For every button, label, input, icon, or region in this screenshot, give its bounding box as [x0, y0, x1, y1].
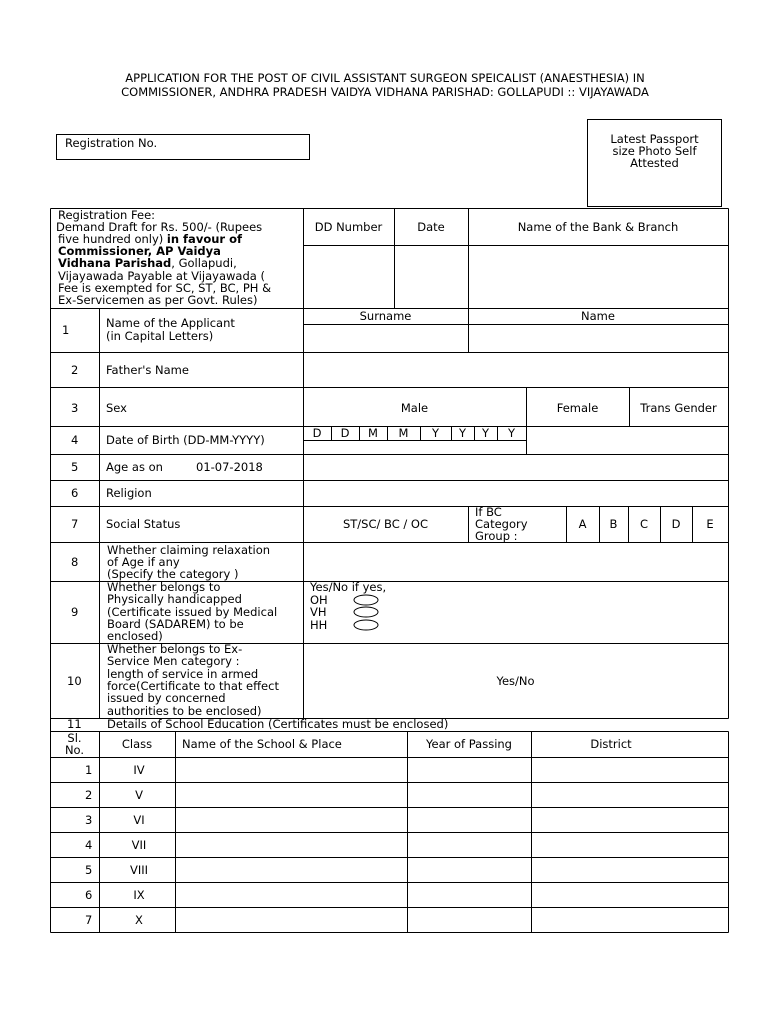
row5-label: Age as on	[106, 460, 163, 474]
fee-in-favour: in favour of	[166, 232, 242, 246]
row8-label-3: (Specify the category )	[107, 567, 239, 581]
row2-label: Father's Name	[106, 363, 189, 377]
photo-label-2: size Photo Self	[612, 144, 697, 158]
name-header: Name	[581, 309, 615, 323]
school-district-header: District	[590, 737, 632, 751]
row4-no: 4	[71, 433, 79, 447]
school-row-3-class: VI	[133, 813, 145, 827]
dob-cell-5: Y	[431, 426, 440, 440]
date-header: Date	[417, 220, 445, 234]
row10-label-5: issued by concerned	[107, 691, 226, 705]
ph-vh: VH	[310, 605, 327, 619]
row10-label-6: authorities to be enclosed)	[107, 704, 262, 718]
school-row-4-class: VII	[131, 838, 147, 852]
dob-cell-6: Y	[458, 426, 467, 440]
fee-line-4: Commissioner, AP Vaidya	[58, 244, 221, 258]
school-row-1-no: 1	[85, 763, 93, 777]
sex-male: Male	[400, 401, 429, 415]
dob-cell-8: Y	[507, 426, 516, 440]
fee-line-3: five hundred only)	[58, 232, 167, 246]
school-sl-header-2: No.	[64, 743, 85, 757]
bc-group-d: D	[671, 517, 681, 531]
surname-header: Surname	[359, 309, 412, 323]
fee-line-5: Vidhana Parishad	[58, 256, 172, 270]
fee-line-1: Registration Fee:	[58, 208, 156, 222]
school-row-4-no: 4	[85, 838, 93, 852]
bc-label-3: Group :	[475, 529, 518, 543]
social-status-options: ST/SC/ BC / OC	[342, 517, 429, 531]
row10-label-1: Whether belongs to Ex-	[107, 642, 243, 656]
sex-female: Female	[556, 401, 599, 415]
row1-label-1: Name of the Applicant	[106, 316, 235, 330]
row2-no: 2	[71, 363, 79, 377]
school-name-header: Name of the School & Place	[182, 737, 342, 751]
row7-no: 7	[71, 517, 79, 531]
row6-no: 6	[71, 486, 79, 500]
row4-label: Date of Birth (DD-MM-YYYY)	[106, 433, 265, 447]
school-row-3-no: 3	[85, 813, 93, 827]
fee-line-6: Vijayawada Payable at Vijayawada (	[58, 269, 265, 283]
row6-label: Religion	[106, 486, 152, 500]
row3-label: Sex	[106, 401, 127, 415]
row11-label: Details of School Education (Certificates must be enclosed)	[107, 717, 449, 731]
bc-label-1: If BC	[475, 505, 502, 519]
dob-cell-3: M	[368, 426, 378, 440]
row10-yesno: Yes/No	[496, 674, 535, 688]
row8-label-2: of Age if any	[107, 555, 180, 569]
dob-cell-1: D	[312, 426, 322, 440]
ph-hh: HH	[310, 618, 328, 632]
oh-oval	[354, 595, 378, 605]
row1-label-2: (in Capital Letters)	[106, 329, 214, 343]
hh-oval	[354, 620, 378, 630]
row5-no: 5	[71, 460, 79, 474]
row10-label-3: length of service in armed	[107, 667, 259, 681]
bc-group-a: A	[578, 517, 587, 531]
row10-label-4: force(Certificate to that effect	[107, 679, 279, 693]
row9-label-4: Board (SADAREM) to be	[107, 617, 244, 631]
sex-trans-gender: Trans Gender	[640, 401, 717, 415]
school-row-6-class: IX	[133, 888, 145, 902]
dob-cell-4: M	[398, 426, 409, 440]
row10-label-2: Service Men category :	[107, 654, 240, 668]
row8-label-1: Whether claiming relaxation	[107, 543, 271, 557]
row9-label-2: Physically handicapped	[107, 592, 242, 606]
dd-number-header: DD Number	[314, 220, 383, 234]
school-row-1-class: IV	[133, 763, 145, 777]
row9-label-3: (Certificate issued by Medical	[107, 605, 278, 619]
bc-group-e: E	[706, 517, 714, 531]
row7-label: Social Status	[106, 517, 181, 531]
registration-no-label: Registration No.	[65, 136, 158, 150]
row3-no: 3	[71, 401, 79, 415]
form-title-line-1: APPLICATION FOR THE POST OF CIVIL ASSISTANT SURGEON SPEICALIST (ANAESTHESIA) IN	[125, 71, 645, 85]
school-row-7-no: 7	[85, 913, 93, 927]
row1-no: 1	[62, 323, 70, 337]
school-row-7-class: X	[135, 913, 143, 927]
fee-line-8: Ex-Servicemen as per Govt. Rules)	[58, 293, 258, 307]
school-sl-header-1: Sl.	[67, 731, 82, 745]
row9-label-5: enclosed)	[107, 629, 163, 643]
photo-label-3: Attested	[630, 156, 679, 170]
school-class-header: Class	[121, 737, 153, 751]
school-row-5-class: VIII	[129, 863, 149, 877]
fee-line-2: Demand Draft for Rs. 500/- (Rupees	[56, 220, 263, 234]
bank-header: Name of the Bank & Branch	[517, 220, 679, 234]
row8-no: 8	[71, 555, 79, 569]
school-row-2-no: 2	[85, 788, 93, 802]
row11-no: 11	[67, 717, 82, 731]
bc-group-b: B	[609, 517, 618, 531]
photo-label-1: Latest Passport	[610, 132, 699, 146]
school-row-6-no: 6	[85, 888, 93, 902]
school-year-header: Year of Passing	[426, 737, 512, 751]
row9-no: 9	[71, 605, 79, 619]
dob-cell-7: Y	[481, 426, 490, 440]
bc-group-c: C	[639, 517, 649, 531]
form-title-line-2: COMMISSIONER, ANDHRA PRADESH VAIDYA VIDHANA PARISHAD: GOLLAPUDI :: VIJAYAWADA	[121, 85, 649, 99]
row10-no: 10	[67, 674, 82, 688]
row5-date: 01-07-2018	[196, 460, 263, 474]
vh-oval	[354, 607, 378, 617]
dob-cell-2: D	[340, 426, 350, 440]
bc-label-2: Category	[475, 517, 528, 531]
fee-after-parishad: , Gollapudi,	[171, 256, 237, 270]
school-row-5-no: 5	[85, 863, 93, 877]
row9-yesno: Yes/No if yes,	[310, 580, 387, 594]
school-row-2-class: V	[135, 788, 143, 802]
fee-line-7: Fee is exempted for SC, ST, BC, PH &	[58, 281, 272, 295]
ph-oh: OH	[310, 593, 328, 607]
row9-label-1: Whether belongs to	[107, 580, 221, 594]
